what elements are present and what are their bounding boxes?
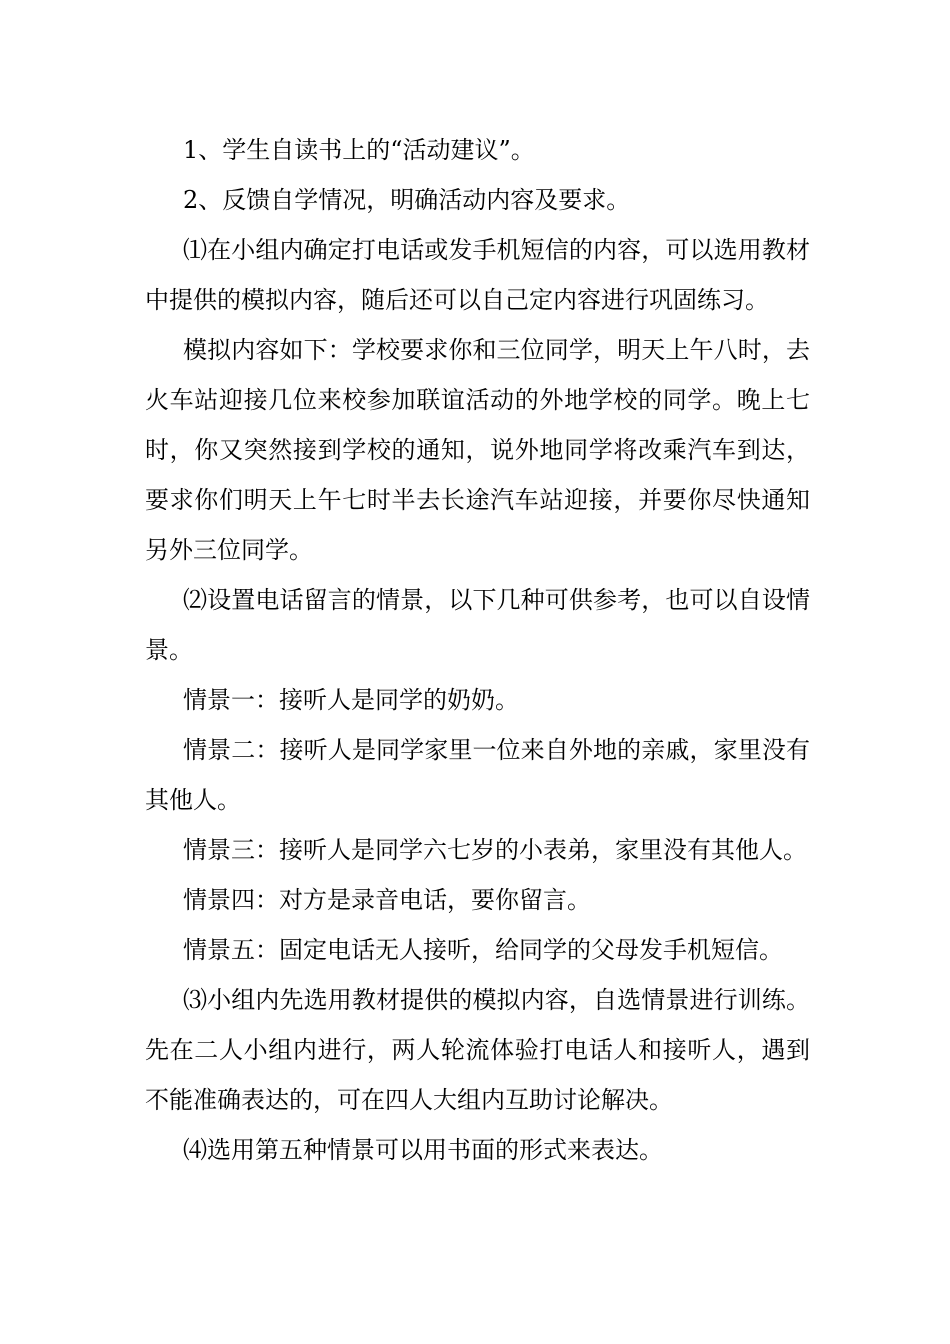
paragraph-item-2: ⑵设置电话留言的情景，以下几种可供参考，也可以自设情景。: [145, 586, 810, 664]
paragraph-item-1: ⑴在小组内确定打电话或发手机短信的内容，可以选用教材中提供的模拟内容，随后还可以自己定内容进行巩固练习。: [145, 236, 810, 314]
paragraph-simulation-content: 模拟内容如下：学校要求你和三位同学，明天上午八时，去火车站迎接几位来校参加联谊活动的外地学校的同学。晚上七时，你又突然接到学校的通知，说外地同学将改乘汽车到达，要求你们明天上午七时半去长途汽车站迎接，并要你尽快通知另外三位同学。: [145, 336, 810, 564]
paragraph-self-study: 1、学生自读书上的“活动建议”。: [183, 136, 535, 164]
paragraph-scenario-1: 情景一：接听人是同学的奶奶。: [183, 686, 519, 714]
paragraph-item-3: ⑶小组内先选用教材提供的模拟内容，自选情景进行训练。先在二人小组内进行，两人轮流体验打电话人和接听人，遇到不能准确表达的，可在四人大组内互助讨论解决。: [145, 986, 810, 1114]
document-page: [145, 125, 810, 1175]
paragraph-feedback: 2、反馈自学情况，明确活动内容及要求。: [183, 186, 631, 214]
paragraph-scenario-5: 情景五：固定电话无人接听，给同学的父母发手机短信。: [183, 936, 783, 964]
paragraph-scenario-3: 情景三：接听人是同学六七岁的小表弟，家里没有其他人。: [183, 836, 807, 864]
paragraph-item-4: ⑷选用第五种情景可以用书面的形式来表达。: [183, 1136, 663, 1164]
paragraph-scenario-4: 情景四：对方是录音电话，要你留言。: [183, 886, 591, 914]
paragraph-scenario-2: 情景二：接听人是同学家里一位来自外地的亲戚，家里没有其他人。: [145, 736, 810, 814]
